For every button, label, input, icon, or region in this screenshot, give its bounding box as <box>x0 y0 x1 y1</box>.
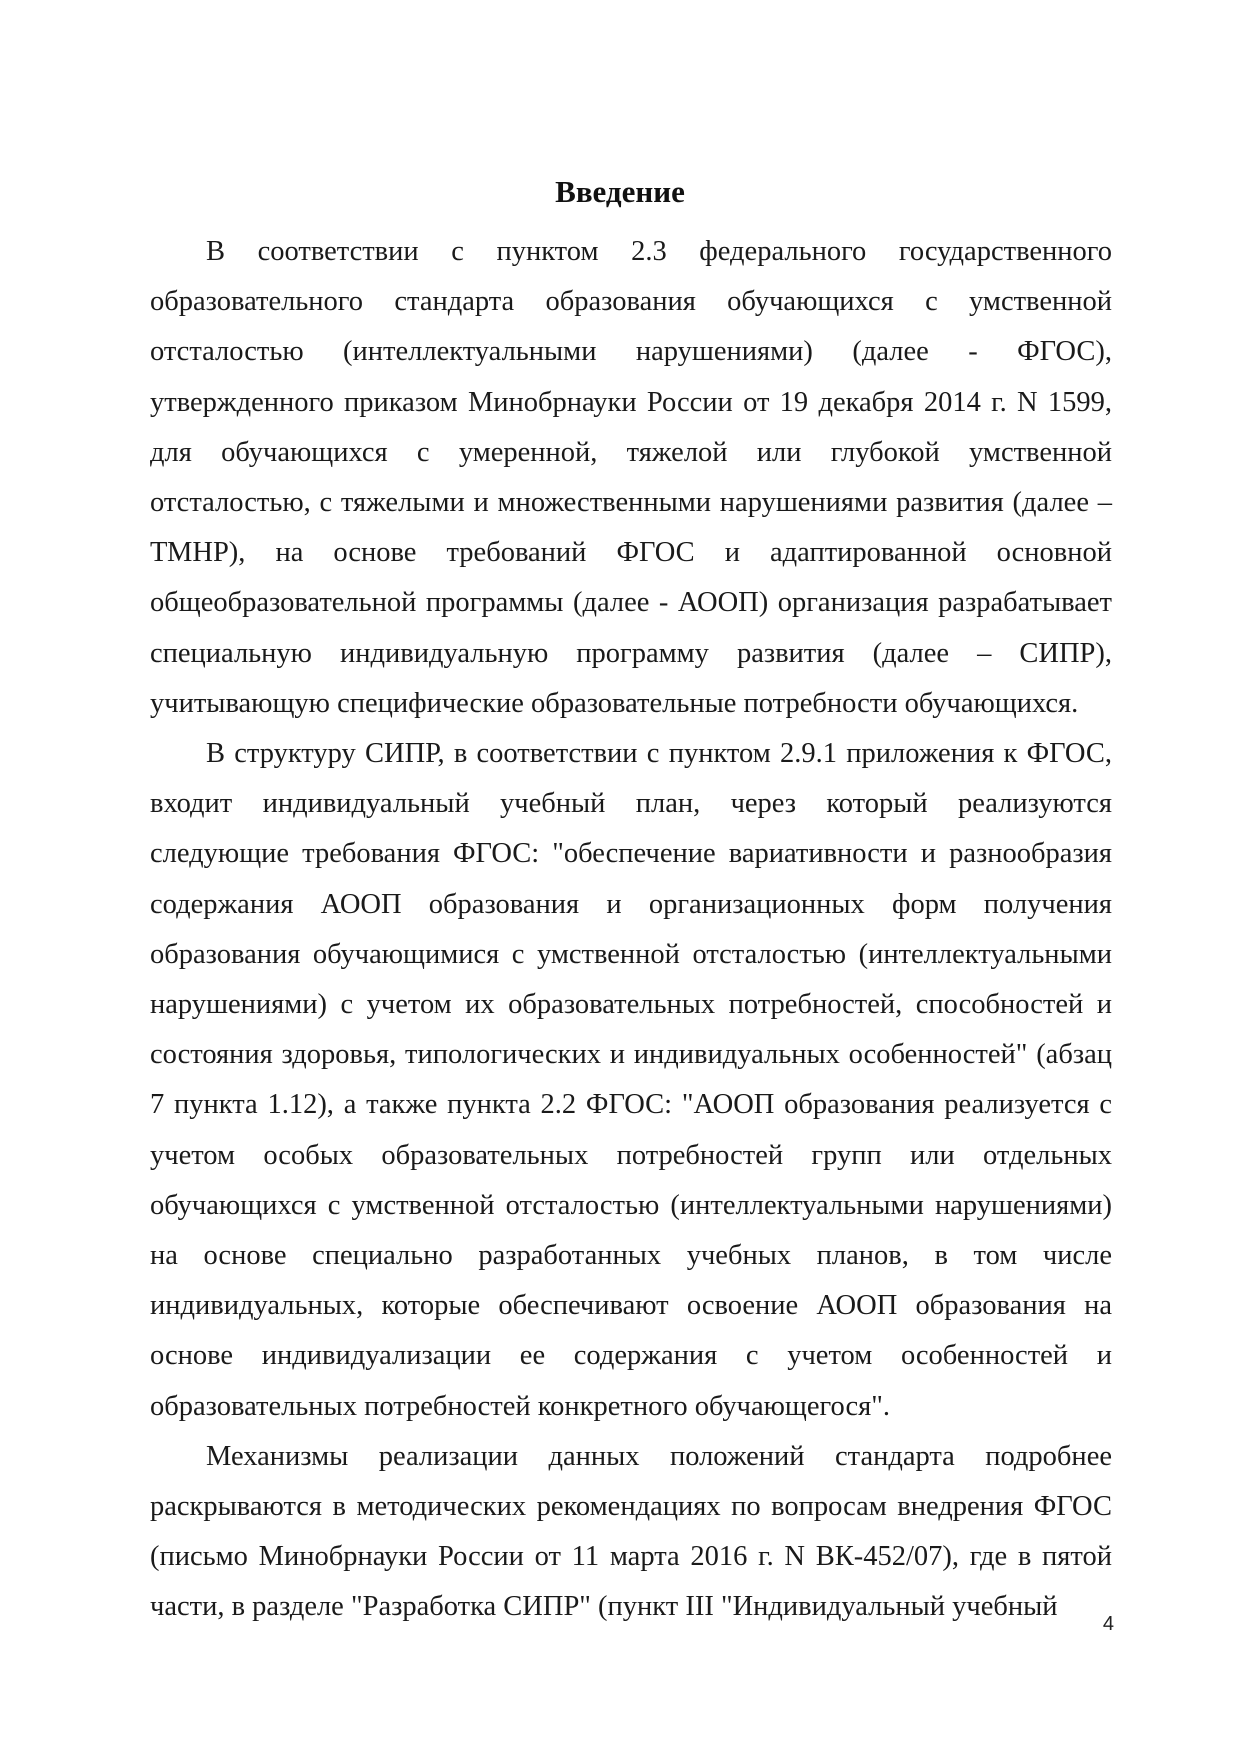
page-number: 4 <box>1102 1613 1114 1635</box>
paragraph-1: В соответствии с пунктом 2.3 федерального государственного образовательного стандарта образования обучающихся с умственной отсталостью (интеллектуальными нарушениями) (далее - ФГОС), утвержденного приказом Минобрнауки России от 19 декабря 2014 г. N 1599, для обучающихся с умеренной, тяжелой или глубокой умственной отсталостью, с тяжелыми и множественными нарушениями развития (далее – ТМНР), на основе требований ФГОС и адаптированной основной общеобразовательной программы (далее - АООП) организация разрабатывает специальную индивидуальную программу развития (далее – СИПР), учитывающую специфические образовательные потребности обучающихся. <box>150 236 1112 719</box>
paragraph-3: Механизмы реализации данных положений стандарта подробнее раскрываются в методических рекомендациях по вопросам внедрения ФГОС (письмо Минобрнауки России от 11 марта 2016 г. N ВК-452/07), где в пятой части, в разделе "Разработка СИПР" (пункт III "Индивидуальный учебный <box>150 1440 1112 1623</box>
paragraph-2: В структуру СИПР, в соответствии с пунктом 2.9.1 приложения к ФГОС, входит индивидуальный учебный план, через который реализуются следующие требования ФГОС: "обеспечение вариативности и разнообразия содержания АООП образования и организационных форм получения образования обучающимися с умственной отсталостью (интеллектуальными нарушениями) с учетом их образовательных потребностей, способностей и состояния здоровья, типологических и индивидуальных особенностей" (абзац 7 пункта 1.12), а также пункта 2.2 ФГОС: "АООП образования реализуется с учетом особых образовательных потребностей групп или отдельных обучающихся с умственной отсталостью (интеллектуальными нарушениями) на основе специально разработанных учебных планов, в том числе индивидуальных, которые обеспечивают освоение АООП образования на основе индивидуализации ее содержания с учетом особенностей и образовательных потребностей конкретного обучающегося". <box>150 738 1112 1422</box>
document-body <box>150 227 1112 1633</box>
page-title: Введение <box>555 174 685 209</box>
